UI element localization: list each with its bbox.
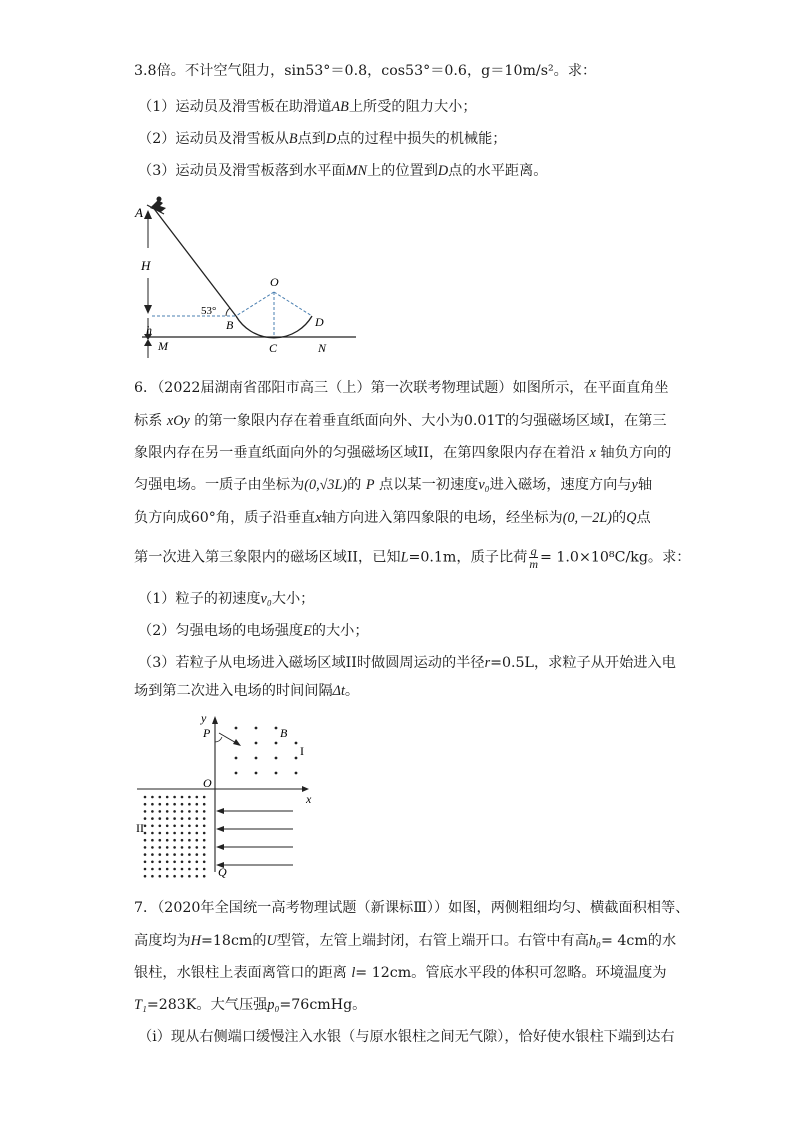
- label-M: M: [158, 339, 168, 353]
- field-dot: [159, 868, 162, 871]
- p7-l2-h0: h₀: [588, 933, 601, 949]
- p6-l2a: 标系: [134, 413, 163, 429]
- field-dot: [144, 796, 147, 799]
- field-dot: [144, 839, 147, 842]
- field-dot: [181, 853, 184, 856]
- field-dot: [181, 875, 184, 878]
- field-dot: [196, 839, 199, 842]
- field-dot: [151, 861, 154, 864]
- p5-q3-num: （3）: [138, 163, 176, 179]
- field-dot: [188, 796, 191, 799]
- electric-field-arrows: [216, 808, 293, 868]
- field-dot: [295, 772, 298, 775]
- p6-q2-E: E: [303, 623, 312, 639]
- field-dot: [255, 727, 258, 730]
- p5-q2-var2: D: [325, 131, 337, 147]
- field-dot: [188, 832, 191, 835]
- p7-l4-T1: T₁: [134, 997, 147, 1013]
- label-H: H: [141, 258, 151, 273]
- field-dot: [173, 810, 176, 813]
- field-dot: [203, 839, 206, 842]
- field-dot: [173, 853, 176, 856]
- p6-l4-v0: v₀: [478, 477, 490, 493]
- field-dot: [196, 796, 199, 799]
- p6-q1-num: （1）: [138, 591, 176, 607]
- field-dot: [151, 846, 154, 849]
- p6-l6a: 第一次进入第三象限内的磁场区域II，已知: [134, 549, 401, 566]
- field-dot: [255, 757, 258, 760]
- field-dot: [188, 846, 191, 849]
- velocity-angle-arc: [215, 737, 222, 742]
- field-dot: [188, 803, 191, 806]
- field-dot: [203, 861, 206, 864]
- p6-q1-b: 大小；: [271, 591, 315, 607]
- p7-l2-H: H: [190, 933, 202, 949]
- field-dot: [159, 839, 162, 842]
- label-O: O: [270, 275, 279, 289]
- field-dot: [159, 796, 162, 799]
- field-dot: [166, 861, 169, 864]
- field-dot: [203, 817, 206, 820]
- p6-l5c: 的: [612, 510, 627, 526]
- field-dot: [196, 846, 199, 849]
- field-dot: [188, 861, 191, 864]
- label-angle: 53°: [201, 305, 217, 317]
- field-dot: [196, 853, 199, 856]
- field-dot: [173, 817, 176, 820]
- p6-q3-b: =0.5L，求粒子从开始进入电: [490, 655, 676, 671]
- label-x: x: [306, 792, 312, 806]
- field-dot: [275, 757, 278, 760]
- field-dot: [151, 853, 154, 856]
- field-dot: [166, 839, 169, 842]
- p7-l4-p0: p₀: [267, 997, 280, 1013]
- field-dot: [173, 861, 176, 864]
- p6-q3-a: 若粒子从电场进入磁场区域II时做圆周运动的半径: [175, 655, 485, 671]
- field-dot: [151, 796, 154, 799]
- p6-q3-r: r: [484, 655, 491, 671]
- field-dot: [159, 832, 162, 835]
- p7-l3b: = 12cm。管底水平段的体积可忽略。环境温度为: [355, 965, 667, 981]
- field-dot: [188, 810, 191, 813]
- p5-q3-var2: D: [437, 163, 449, 179]
- p7-l2a: 高度均为: [134, 933, 191, 949]
- field-dot: [203, 853, 206, 856]
- region-II-field-dots: [144, 796, 206, 878]
- p6-l4-coord: (0,√3L): [304, 477, 348, 493]
- field-dot: [144, 817, 147, 820]
- p6-l4d: 进入磁场，速度方向与: [489, 477, 632, 493]
- field-dot: [203, 832, 206, 835]
- field-dot: [188, 839, 191, 842]
- field-dot: [173, 803, 176, 806]
- field-dot: [203, 796, 206, 799]
- field-dot: [159, 875, 162, 878]
- field-dot: [181, 868, 184, 871]
- field-dot: [151, 810, 154, 813]
- field-dot: [151, 875, 154, 878]
- label-A: A: [135, 205, 143, 220]
- field-dot: [235, 772, 238, 775]
- field-dot: [235, 727, 238, 730]
- p6-l5-coord: (0,－2L): [562, 510, 612, 526]
- p6-q1-v0: v₀: [260, 591, 272, 607]
- p5-q2-text-b: 点到: [297, 131, 326, 147]
- field-dot: [166, 810, 169, 813]
- p6-l4a: 匀强电场。一质子由坐标为: [134, 477, 305, 493]
- field-dot: [196, 875, 199, 878]
- field-dot: [144, 825, 147, 828]
- field-dot: [166, 846, 169, 849]
- field-dot: [151, 832, 154, 835]
- frac-denominator: m: [529, 557, 538, 571]
- field-dot: [151, 868, 154, 871]
- p6-l5d: 点: [636, 510, 651, 526]
- p5-q3-text-a: 运动员及滑雪板落到水平面: [175, 163, 346, 179]
- field-dot: [151, 839, 154, 842]
- p6-line-1: 6．（2022届湖南省邵阳市高三（上）第一次联考物理试题）如图所示，在平面直角坐: [134, 380, 669, 396]
- field-dot: [181, 796, 184, 799]
- p5-q1-text-b: 上所受的阻力大小；: [348, 99, 477, 115]
- field-dot: [181, 861, 184, 864]
- field-dot: [159, 853, 162, 856]
- p7-l2b: =18cm的: [201, 933, 267, 949]
- field-dot: [203, 803, 206, 806]
- field-dot: [144, 875, 147, 878]
- p7-l2d: = 4cm的水: [600, 933, 677, 949]
- field-dot: [173, 846, 176, 849]
- field-dot: [166, 817, 169, 820]
- field-dot: [181, 803, 184, 806]
- p6-l5-q: Q: [626, 510, 637, 526]
- p5-q1-num: （1）: [138, 99, 176, 115]
- p5-q3-text-b: 上的位置到: [366, 163, 438, 179]
- field-dot: [166, 803, 169, 806]
- p7-line-2: [134, 931, 676, 951]
- field-dot: [196, 810, 199, 813]
- field-dot: [196, 825, 199, 828]
- field-dot: [181, 839, 184, 842]
- p6-l5a: 负方向成60°角，质子沿垂直: [134, 510, 316, 526]
- frac-numerator: q: [530, 544, 537, 558]
- field-dot: [144, 868, 147, 871]
- field-dot: [196, 868, 199, 871]
- field-dot: [196, 817, 199, 820]
- p7-l3a: 银柱，水银柱上表面离管口的距离: [134, 965, 347, 981]
- label-Q: Q: [218, 865, 227, 879]
- p6-l5b: 轴方向进入第四象限的电场，经坐标为: [321, 510, 563, 526]
- p6-l6c: = 1.0×10⁸C/kg。求：: [540, 549, 691, 566]
- label-P: P: [203, 726, 211, 740]
- field-dot: [159, 803, 162, 806]
- label-B: B: [226, 318, 234, 332]
- field-dot: [151, 825, 154, 828]
- label-D: D: [315, 315, 324, 329]
- field-dot: [159, 810, 162, 813]
- field-dot: [196, 803, 199, 806]
- p5-q2-text-a: 运动员及滑雪板从: [175, 131, 289, 147]
- p5-intro: 3.8倍。不计空气阻力，sin53°＝0.8，cos53°＝0.6，g＝10m/s²。求：: [134, 63, 597, 79]
- p6-l3b: 轴负方向的: [600, 445, 672, 461]
- p7-line-3: [134, 963, 667, 983]
- label-region-I: I: [300, 744, 304, 758]
- p6-l4b: 的: [347, 477, 362, 493]
- field-dot: [275, 742, 278, 745]
- label-h: h: [146, 323, 152, 337]
- field-dot: [159, 846, 162, 849]
- p6-l4-var: P: [365, 477, 375, 493]
- field-dot: [275, 772, 278, 775]
- field-dot: [255, 772, 258, 775]
- p7-line-4: [134, 995, 366, 1015]
- field-dot: [181, 810, 184, 813]
- p7-line-1: 7．（2020年全国统一高考物理试题（新课标Ⅲ））如图，两侧粗细均匀、横截面积相等、: [134, 900, 690, 916]
- region-I-field-dots: [235, 727, 298, 775]
- p5-q2-var1: B: [288, 131, 298, 147]
- p7-l2c: 型管，左管上端封闭，右管上端开口。右管中有高: [276, 933, 589, 949]
- field-dot: [181, 825, 184, 828]
- p5-q3-text-c: 点的水平距离。: [448, 163, 548, 179]
- p6-q2-b: 的大小；: [311, 623, 369, 639]
- field-dot: [203, 868, 206, 871]
- p6-l4-y: y: [631, 477, 638, 493]
- p6-q3l2b: 。: [344, 683, 360, 699]
- p5-q1-var: AB: [331, 99, 349, 115]
- p6-l2-var: xOy: [166, 413, 190, 429]
- label-y: y: [201, 711, 207, 725]
- field-dot: [173, 796, 176, 799]
- p6-l5-x: x: [315, 510, 322, 526]
- p6-l4c: 点以某一初速度: [379, 477, 479, 493]
- field-dot: [203, 810, 206, 813]
- field-dot: [166, 796, 169, 799]
- p6-l3-var: x: [589, 445, 596, 461]
- p5-q3-var1: MN: [345, 163, 367, 179]
- field-dot: [188, 853, 191, 856]
- p6-q1-a: 粒子的初速度: [175, 591, 261, 607]
- field-dot: [144, 861, 147, 864]
- p6-l2b: 的第一象限内存在着垂直纸面向外、大小为0.01T的匀强磁场区域Ⅰ，在第三: [194, 413, 667, 429]
- field-dot: [151, 817, 154, 820]
- field-dot: [151, 803, 154, 806]
- field-dot: [295, 757, 298, 760]
- field-dot: [188, 825, 191, 828]
- p6-l6b: =0.1m，质子比荷: [408, 549, 528, 566]
- p7-l3-l: l: [351, 965, 356, 981]
- field-dot: [173, 868, 176, 871]
- field-dot: [166, 853, 169, 856]
- field-dot: [196, 832, 199, 835]
- p6-q3l2-dt: Δt: [332, 683, 345, 699]
- field-dot: [255, 742, 258, 745]
- field-dot: [173, 825, 176, 828]
- p6-q2-num: （2）: [138, 623, 176, 639]
- field-dot: [203, 846, 206, 849]
- p7-question-1: （i）现从右侧端口缓慢注入水银（与原水银柱之间无气隙），恰好使水银柱下端到达右: [138, 1029, 675, 1045]
- p5-q2-text-c: 点的过程中损失的机械能；: [336, 131, 507, 147]
- field-dot: [144, 853, 147, 856]
- field-dot: [275, 727, 278, 730]
- field-dot: [188, 875, 191, 878]
- p6-q3l2a: 场到第二次进入电场的时间间隔: [134, 683, 333, 699]
- field-dot: [203, 875, 206, 878]
- field-dot: [166, 875, 169, 878]
- p6-q3-num: （3）: [138, 655, 176, 671]
- p5-q1-text-a: 运动员及滑雪板在助滑道: [175, 99, 332, 115]
- velocity-arrowhead: [233, 739, 241, 746]
- field-dot: [181, 846, 184, 849]
- p7-l4b: =76cmHg。: [279, 997, 367, 1013]
- p6-l6-L: L: [400, 549, 409, 566]
- p6-l3: 象限内存在另一垂直纸面向外的匀强磁场区域II，在第四象限内存在着沿: [134, 445, 586, 461]
- field-dot: [166, 832, 169, 835]
- field-dot: [144, 810, 147, 813]
- field-dot: [173, 839, 176, 842]
- field-dot: [166, 868, 169, 871]
- field-dot: [159, 825, 162, 828]
- p6-q2-a: 匀强电场的电场强度: [175, 623, 304, 639]
- label-C: C: [269, 341, 278, 355]
- field-dot: [159, 817, 162, 820]
- label-B-field: B: [280, 726, 288, 740]
- field-dot: [159, 861, 162, 864]
- field-dot: [144, 832, 147, 835]
- label-N: N: [318, 341, 327, 355]
- field-dot: [166, 825, 169, 828]
- field-dot: [181, 817, 184, 820]
- field-dot: [181, 832, 184, 835]
- field-dot: [203, 825, 206, 828]
- field-dot: [144, 803, 147, 806]
- field-dot: [188, 817, 191, 820]
- field-dot: [188, 868, 191, 871]
- p7-l4a: =283K。大气压强: [146, 997, 268, 1013]
- field-dot: [235, 757, 238, 760]
- label-region-II: II: [136, 821, 144, 835]
- field-dot: [173, 832, 176, 835]
- y-axis-arrowhead: [212, 716, 218, 724]
- field-dot: [173, 875, 176, 878]
- field-dot: [196, 861, 199, 864]
- field-dot: [295, 742, 298, 745]
- p7-l2-U: U: [266, 933, 277, 949]
- label-origin: O: [203, 776, 212, 790]
- p6-l4e: 轴: [637, 477, 653, 493]
- p5-q2-num: （2）: [138, 131, 176, 147]
- field-dot: [144, 846, 147, 849]
